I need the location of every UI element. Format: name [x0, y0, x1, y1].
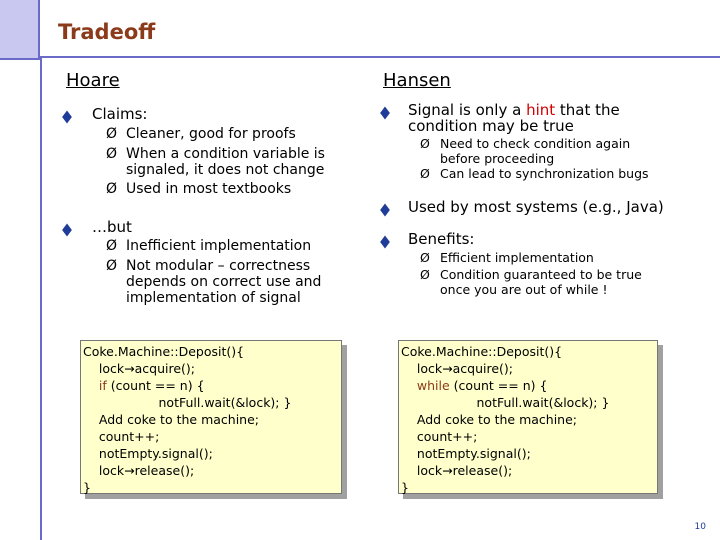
code-line: Coke.Machine::Deposit(){: [83, 344, 245, 359]
claims-text: Claims:: [92, 105, 148, 123]
arrow-icon: Ø: [106, 238, 118, 254]
signal-hint-text: Signal is only a hint that the condition may be true: [408, 101, 620, 135]
arrow-icon: Ø: [106, 126, 118, 142]
corner-decoration: [0, 0, 40, 60]
code-line: lock→acquire();: [416, 361, 513, 376]
claim-item: Ø Cleaner, good for proofs: [106, 126, 296, 142]
code-line: notFull.wait(&lock); }: [476, 395, 610, 410]
but-item: Ø Inefficient implementation: [106, 238, 312, 254]
code-line: notEmpty.signal();: [98, 446, 213, 461]
hansen-heading: Hansen: [383, 70, 451, 91]
code-keyword: if: [98, 378, 107, 393]
code-line: notEmpty.signal();: [416, 446, 531, 461]
hint-word: hint: [526, 101, 556, 119]
code-line: count++;: [98, 429, 160, 444]
code-line: lock→release();: [98, 463, 195, 478]
bullet-icon: [380, 236, 390, 249]
benefit-item: Ø Condition guaranteed to be true once you are out of while !: [420, 267, 642, 297]
code-line: lock→acquire();: [98, 361, 195, 376]
slide-title: Tradeoff: [58, 20, 156, 44]
benefit-item: Ø Efficient implementation: [420, 250, 594, 265]
header-rule: [40, 56, 720, 58]
claim-item: Ø Used in most textbooks: [106, 181, 292, 197]
page-number: 10: [694, 522, 706, 532]
code-line: (count == n) {: [449, 378, 548, 393]
hansen-code-box: [398, 340, 658, 494]
code-line: }: [83, 480, 91, 495]
code-line: }: [401, 480, 409, 495]
arrow-icon: Ø: [420, 267, 430, 282]
code-line: (count == n) {: [106, 378, 205, 393]
hoare-code-box: [80, 340, 342, 494]
code-line: lock→release();: [416, 463, 513, 478]
bullet-icon: [380, 204, 390, 217]
arrow-icon: Ø: [106, 146, 118, 162]
code-line: Add coke to the machine;: [98, 412, 259, 427]
signal-item: Ø Can lead to synchronization bugs: [420, 166, 649, 181]
claim-item: Ø When a condition variable is signaled, it does not change: [106, 146, 325, 178]
bullet-icon: [62, 111, 72, 124]
but-text: …but: [92, 218, 132, 236]
benefits-text: Benefits:: [408, 230, 475, 248]
code-line: Add coke to the machine;: [416, 412, 577, 427]
bullet-icon: [380, 107, 390, 120]
code-line: Coke.Machine::Deposit(){: [401, 344, 563, 359]
hoare-heading: Hoare: [66, 70, 120, 91]
but-item: Ø Not modular – correctness depends on correct use and implementation of signal: [106, 258, 322, 306]
code-line: count++;: [416, 429, 478, 444]
used-by-text: Used by most systems (e.g., Java): [408, 198, 664, 216]
code-keyword: while: [416, 378, 450, 393]
arrow-icon: Ø: [106, 181, 118, 197]
arrow-icon: Ø: [420, 136, 430, 151]
bullet-icon: [62, 224, 72, 237]
arrow-icon: Ø: [420, 250, 430, 265]
code-line: notFull.wait(&lock); }: [158, 395, 292, 410]
side-rule: [40, 58, 42, 540]
signal-item: Ø Need to check condition again before proceeding: [420, 136, 631, 166]
arrow-icon: Ø: [420, 166, 430, 181]
arrow-icon: Ø: [106, 258, 118, 274]
